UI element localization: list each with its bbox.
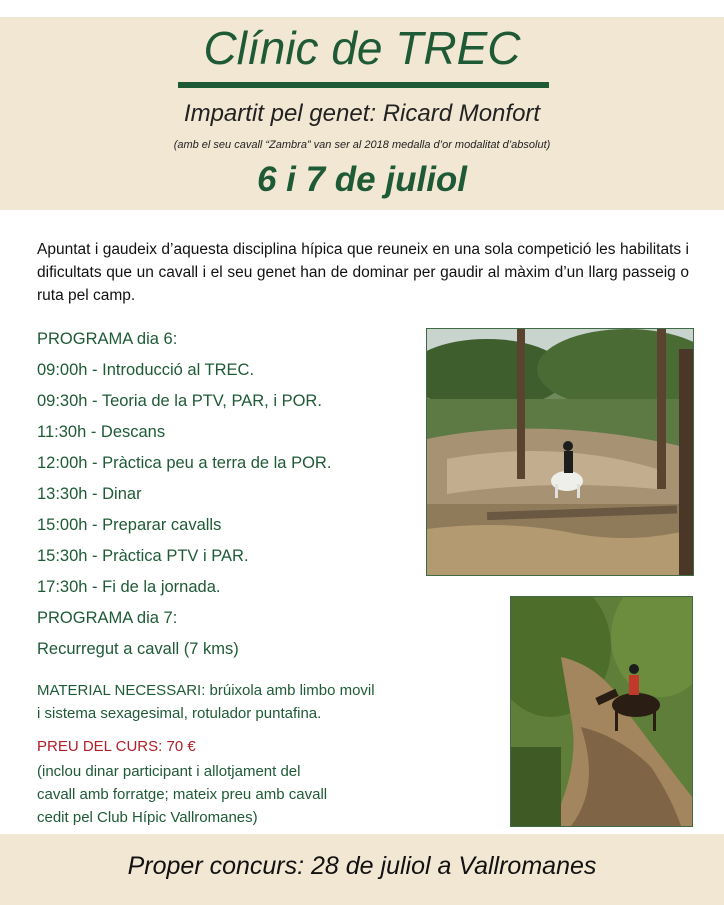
photo-forest-rider	[426, 328, 694, 576]
event-date: 6 i 7 de juliol	[256, 160, 468, 199]
material-line: MATERIAL NECESSARI: brúixola amb limbo movil	[37, 682, 375, 699]
material-line: i sistema sexagesimal, rotulador puntafina.	[37, 705, 322, 722]
page-title: Clínic de TREC	[203, 22, 521, 74]
program-item: 11:30h - Descans	[37, 423, 166, 441]
price-note-line: (inclou dinar participant i allotjament del	[37, 763, 301, 780]
instructor-subtitle: Impartit pel genet: Ricard Monfort	[183, 100, 541, 127]
photo-stream-rider	[510, 596, 693, 827]
program-item: 15:00h - Preparar cavalls	[37, 516, 222, 534]
price-note	[37, 760, 397, 829]
title-underline	[178, 82, 549, 88]
instructor-note: (amb el seu cavall “Zambra” van ser al 2018 medalla d’or modalitat d’absolut)	[173, 139, 551, 151]
program-day7-heading: PROGRAMA dia 7:	[37, 609, 178, 627]
program-day7-item: Recurregut a cavall (7 kms)	[37, 640, 239, 658]
price-label: PREU DEL CURS: 70 €	[37, 738, 196, 755]
program-item: 13:30h - Dinar	[37, 485, 142, 503]
price-note-line: cavall amb forratge; mateix preu amb cavall	[37, 786, 328, 803]
next-event-note: Proper concurs: 28 de juliol a Vallromanes	[127, 852, 597, 880]
program-item: 12:00h - Pràctica peu a terra de la POR.	[37, 454, 332, 472]
program-item: 15:30h - Pràctica PTV i PAR.	[37, 547, 249, 565]
program-item: 09:00h - Introducció al TREC.	[37, 361, 255, 379]
program-item: 09:30h - Teoria de la PTV, PAR, i POR.	[37, 392, 322, 410]
price-note-line: cedit pel Club Hípic Vallromanes)	[37, 809, 258, 826]
intro-paragraph: Apuntat i gaudeix d’aquesta disciplina hípica que reuneix en una sola competició les habilitats i dificultats que un cavall i el seu genet han de dominar per gaudir al màxim d’un llarg passeig o ruta pel camp.	[37, 241, 689, 304]
program-day6-heading: PROGRAMA dia 6:	[37, 330, 178, 348]
program-item: 17:30h - Fi de la jornada.	[37, 578, 221, 596]
material-note	[37, 679, 437, 725]
